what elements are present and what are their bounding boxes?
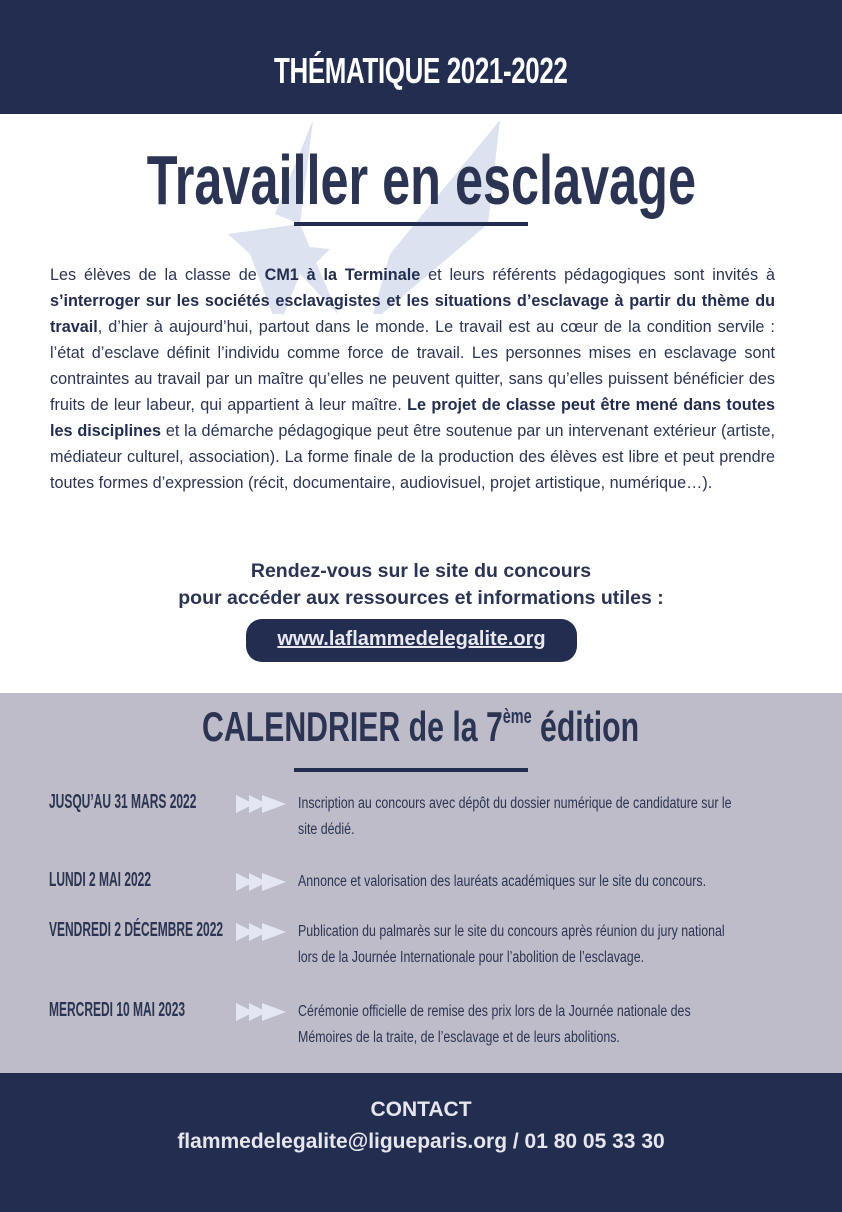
header-band: [0, 0, 842, 114]
calendar-underline: [294, 768, 528, 772]
triple-arrow-icon: [236, 1003, 288, 1021]
bold-text: CM1 à la Terminale: [264, 266, 421, 284]
website-link[interactable]: www.laflammedelegalite.org: [246, 619, 577, 662]
contact-heading: CONTACT: [370, 1098, 472, 1121]
triple-arrow-icon: [236, 795, 288, 813]
triple-arrow-icon: [236, 873, 288, 891]
event-date: JUSQU’AU 31 MARS 2022: [49, 791, 197, 813]
contact-info: flammedelegalite@ligueparis.org / 01 80 05 33 30: [177, 1130, 665, 1153]
calendar-title: CALENDRIER de la 7ème édition: [202, 703, 640, 750]
footer: [0, 1073, 842, 1212]
triple-arrow-icon: [236, 923, 288, 941]
bold-text: s’interroger sur les sociétés esclavagistes et les situations d’esclavage à partir du thème du travail: [50, 292, 775, 336]
event-description: Cérémonie officielle de remise des prix lors de la Journée nationale des Mémoires de la traite, de l’esclavage et de leurs abolitions.: [298, 1003, 691, 1046]
text-run: et leurs référents pédagogiques sont invités à: [420, 266, 775, 284]
theme-heading: THÉMATIQUE 2021-2022: [274, 50, 568, 91]
text-run: Les élèves de la classe de: [50, 266, 265, 284]
page-title: Travailler en esclavage: [146, 141, 696, 219]
event-date: MERCREDI 10 MAI 2023: [49, 999, 186, 1021]
text-run: et la démarche pédagogique peut être soutenue par un intervenant extérieur (artiste, médiateur culturel, association). La forme finale de la production des élèves est libre et peut prendre toutes formes d’expression (récit, documentaire, audiovisuel, projet artistique, numérique…).: [50, 422, 776, 492]
event-description: Inscription au concours avec dépôt du dossier numérique de candidature sur le site dédié.: [298, 795, 732, 838]
event-date: LUNDI 2 MAI 2022: [49, 869, 152, 891]
title-underline: [294, 222, 528, 226]
text-run: , d’hier à aujourd’hui, partout dans le monde. Le travail est au cœur de la condition servile : l’état d’esclave définit l’individu comme force de travail. Les personnes mises en esclavage sont contraintes au travail par un maître qu’elles ne peuvent quitter, sans qu’elles puissent bénéficier des fruits de leur labeur, qui appartient à leur maître.: [50, 318, 775, 414]
event-description: Publication du palmarès sur le site du concours après réunion du jury national lors de la Journée Internationale pour l’abolition de l’esclavage.: [298, 923, 725, 966]
event-description: Annonce et valorisation des lauréats académiques sur le site du concours.: [298, 873, 707, 890]
intro-paragraph: [50, 262, 775, 496]
event-date: VENDREDI 2 DÉCEMBRE 2022: [49, 919, 224, 941]
bold-text: Le projet de classe peut être mené dans toutes les disciplines: [50, 396, 775, 440]
calendar-section: [0, 693, 842, 1073]
cta-text: Rendez-vous sur le site du concours pour accéder aux ressources et informations utiles :: [178, 560, 664, 609]
